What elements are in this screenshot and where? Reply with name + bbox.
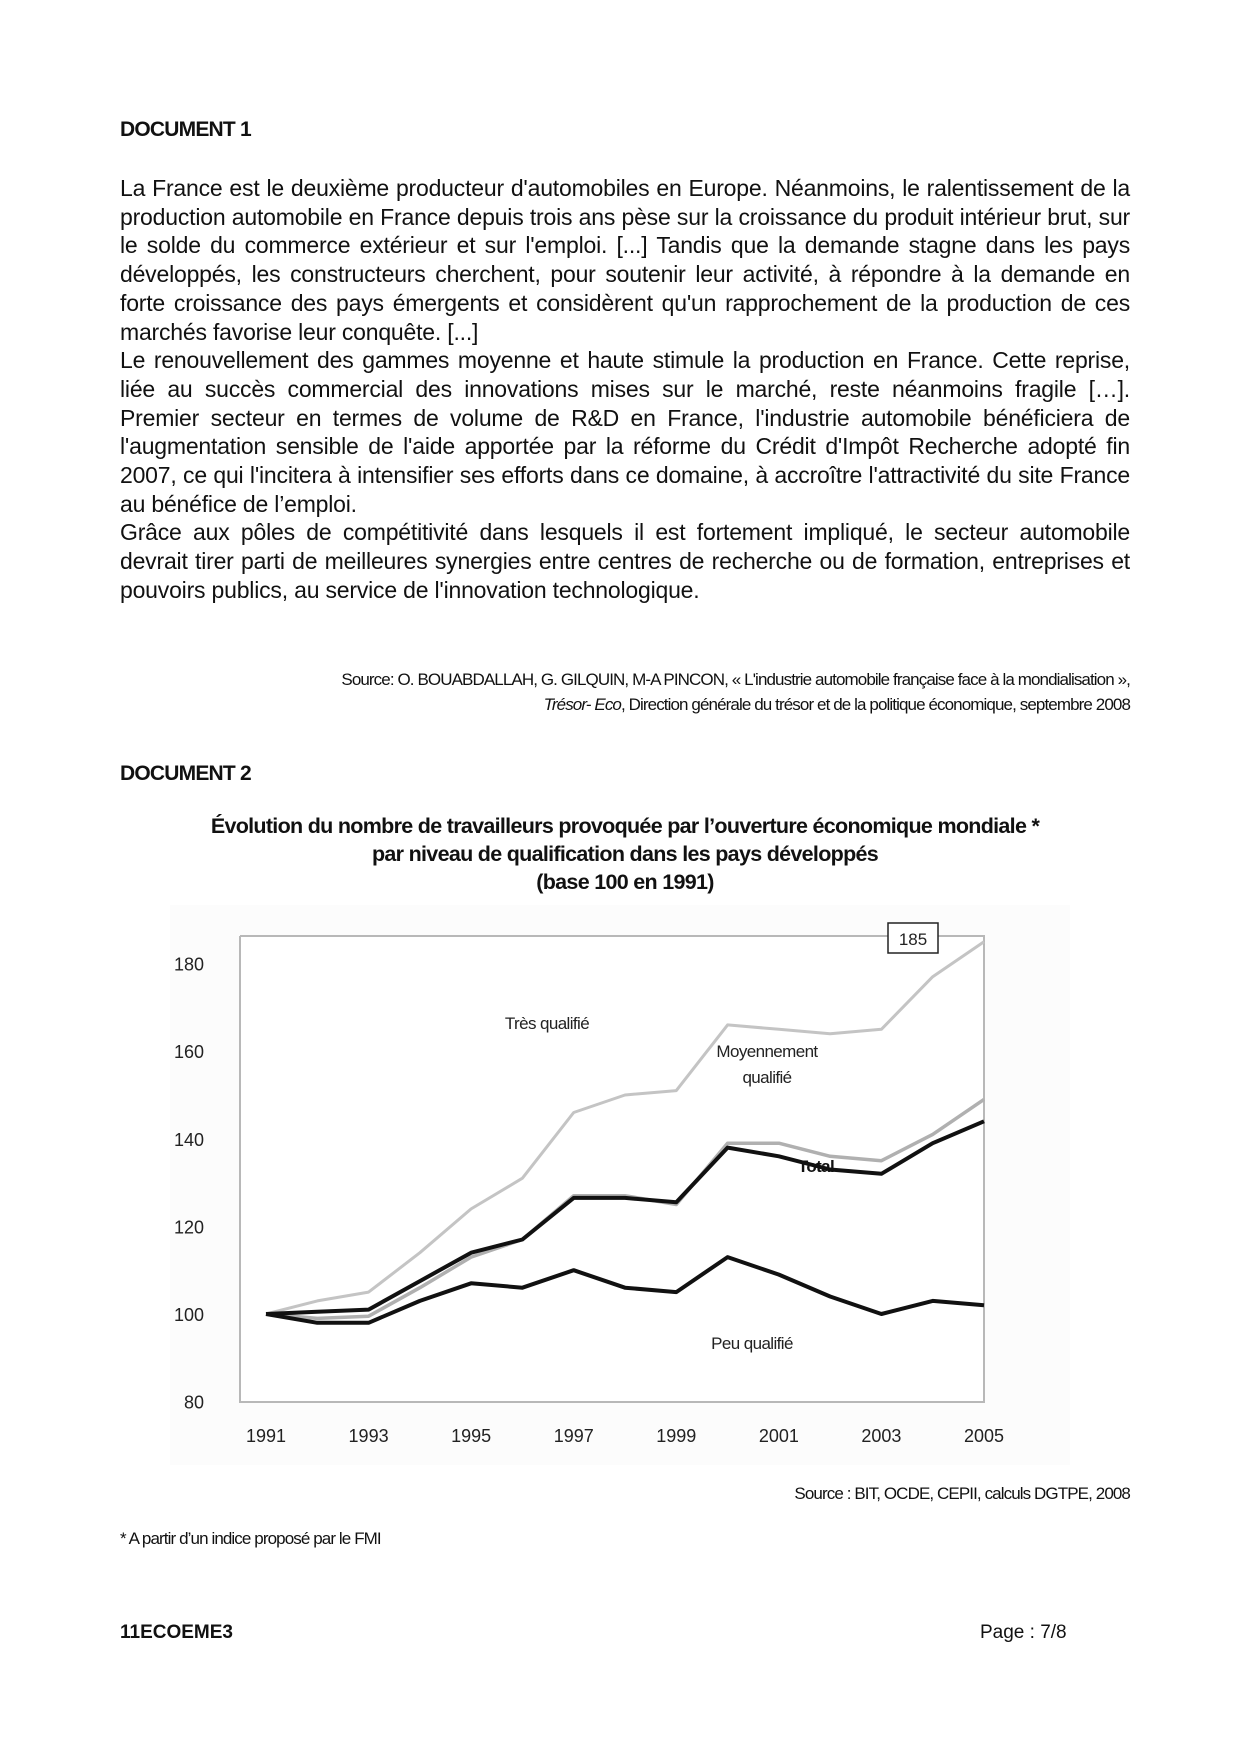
x-tick-label: 1999 — [656, 1426, 697, 1446]
document1-paragraph: La France est le deuxième producteur d'automobiles en Europe. Néanmoins, le ralentissement de la production automobile en France depuis trois ans pèse sur la croissance du produit intérieur brut, sur le solde du commerce extérieur et sur l'emploi. [...] Tandis que la demande stagne dans les pays développés, les constructeurs cherchent, pour soutenir leur activité, à répondre à la demande en forte croissance des pays émergents et considèrent qu'un rapprochement de la production de ces marchés favorise leur conquête. [...] — [120, 175, 1130, 345]
source-line-2 — [341, 692, 1130, 717]
document1-body — [120, 174, 1130, 605]
chart-title-line-3: (base 100 en 1991) — [536, 870, 714, 894]
x-tick-label: 1993 — [348, 1426, 389, 1446]
label-moyennement-qualifie-line1: Moyennement — [716, 1042, 818, 1061]
document1-paragraph: Le renouvellement des gammes moyenne et haute stimule la production en France. Cette reprise, liée au succès commercial des innovations mises sur le marché, reste néanmoins fragile […]. Premier secteur en termes de volume de R&D en France, l'industrie automobile bénéficiera de l'augmentation sensible de l'aide apportée par la réforme du Crédit d'Impôt Recherche adopté fin 2007, ce qui l'incitera à intensifier ses efforts dans ce domaine, à accroître l'attractivité du site France au bénéfice de l’emploi. — [120, 347, 1130, 517]
document1-paragraph: Grâce aux pôles de compétitivité dans lesquels il est fortement impliqué, le secteur automobile devrait tirer parti de meilleures synergies entre centres de recherche ou de formation, entreprises et pouvoirs publics, au service de l'innovation technologique. — [120, 519, 1130, 603]
label-moyennement-qualifie-line2: qualifié — [742, 1068, 792, 1087]
y-tick-label: 160 — [173, 1042, 204, 1063]
x-tick-label: 1997 — [553, 1426, 594, 1446]
value-label-185: 185 — [898, 930, 928, 949]
x-tick-label: 1995 — [451, 1426, 492, 1446]
document2-source: Source : BIT, OCDE, CEPII, calculs DGTPE, 2008 — [794, 1484, 1130, 1503]
line-chart-svg — [170, 905, 1070, 1465]
y-tick-label: 120 — [173, 1217, 204, 1238]
chart-title-line-1: Évolution du nombre de travailleurs provoquée par l’ouverture économique mondiale * — [210, 814, 1040, 838]
plot-frame — [240, 936, 984, 1402]
x-tick-label: 2005 — [963, 1426, 1005, 1446]
y-tick-label: 80 — [183, 1392, 204, 1413]
document2-heading: DOCUMENT 2 — [120, 762, 251, 785]
x-tick-label: 2003 — [861, 1426, 902, 1446]
plot-border — [240, 936, 984, 1402]
y-tick-label: 180 — [173, 954, 204, 975]
label-total: Total — [797, 1157, 835, 1176]
y-tick-label: 140 — [173, 1129, 204, 1150]
document1-source — [341, 667, 1130, 717]
page-number: Page : 7/8 — [980, 1622, 1067, 1643]
chart-title-line-2: par niveau de qualification dans les pays développés — [371, 842, 879, 866]
source-line-1: Source: O. BOUABDALLAH, G. GILQUIN, M-A PINCON, « L'industrie automobile française face à la mondialisation », — [341, 670, 1130, 689]
x-tick-label: 2001 — [758, 1426, 799, 1446]
chart-title — [120, 812, 1130, 896]
exam-code: 11ECOEME3 — [120, 1622, 233, 1643]
label-peu-qualifie: Peu qualifié — [711, 1334, 793, 1353]
source-publisher: , Direction générale du trésor et de la politique économique, septembre 2008 — [620, 695, 1130, 714]
document1-heading: DOCUMENT 1 — [120, 118, 251, 141]
line-chart — [170, 905, 1070, 1465]
x-tick-label: 1991 — [245, 1426, 287, 1446]
footnote: * A partir d’un indice proposé par le FMI — [120, 1529, 381, 1548]
y-tick-label: 100 — [173, 1305, 204, 1325]
source-publication: Trésor- Eco — [543, 695, 621, 714]
label-tres-qualifie: Très qualifié — [504, 1014, 590, 1033]
